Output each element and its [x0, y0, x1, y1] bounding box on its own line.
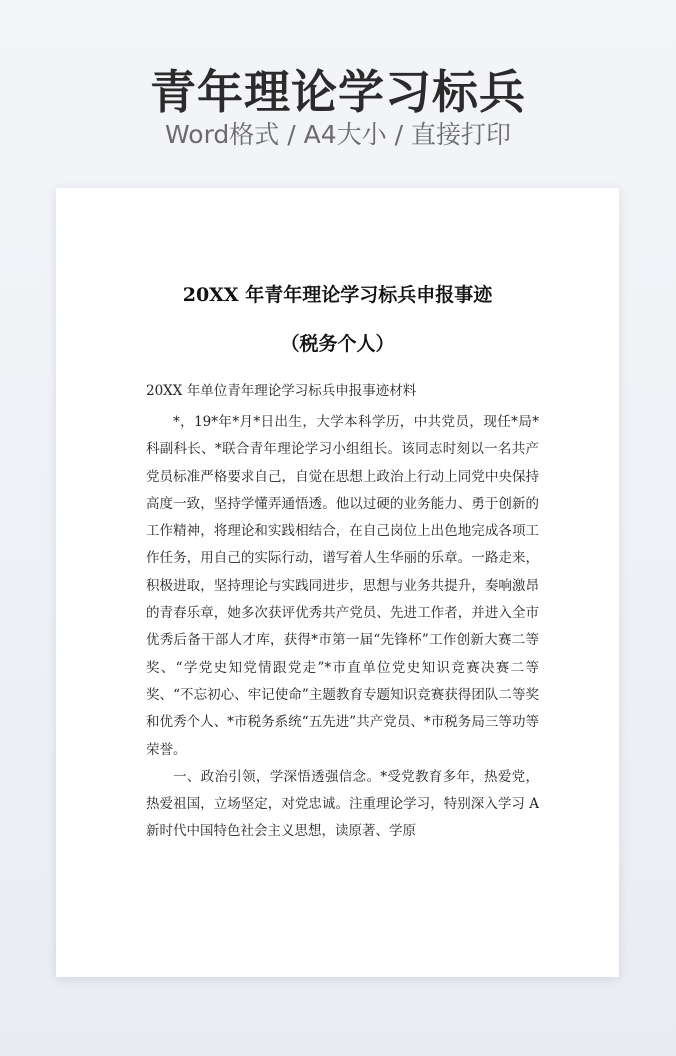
paragraph-section-1: 一、政治引领，学深悟透强信念。*受党教育多年，热爱党，热爱祖国，立场坚定，对党忠诚。注重理论学习，特别深入学习 A 新时代中国特色社会主义思想，读原著、学原 — [146, 768, 539, 840]
document-title: 20XX 年青年理论学习标兵申报事迹 — [182, 284, 493, 306]
document-page — [56, 188, 619, 977]
poster-subtitle: Word格式 / A4大小 / 直接打印 — [165, 120, 511, 149]
paragraph-intro: *，19*年*月*日出生，大学本科学历，中共党员，现任*局*科副科长、*联合青年理论学习小组组长。该同志时刻以一名共产党员标准严格要求自己，自觉在思想上政治上行动上同党中央保持高度一致，坚持学懂弄通悟透。他以过硬的业务能力、勇于创新的工作精神，将理论和实践相结合，在自己岗位上出色地完成各项工作任务，用自己的实际行动，谱写着人生华丽的乐章。一路走来，积极进取，坚持理论与实践同进步，思想与业务共提升，奏响激昂的青春乐章，她多次获评优秀共产党员、先进工作者，并进入全市优秀后备干部人才库，获得*市第一届“先锋杯”工作创新大赛二等奖、“学党史知党情跟党走”*市直单位党史知识竞赛决赛二等奖、“不忘初心、牢记使命”主题教育专题知识竞赛获得团队二等奖和优秀个人、*市税务系统“五先进”共产党员、*市税务局三等功等荣誉。 — [146, 414, 539, 758]
document-heading: 20XX 年单位青年理论学习标兵申报事迹材料 — [146, 383, 417, 399]
document-body — [146, 378, 539, 846]
poster-title: 青年理论学习标兵 — [150, 65, 526, 119]
document-subtitle: （税务个人） — [280, 333, 395, 355]
